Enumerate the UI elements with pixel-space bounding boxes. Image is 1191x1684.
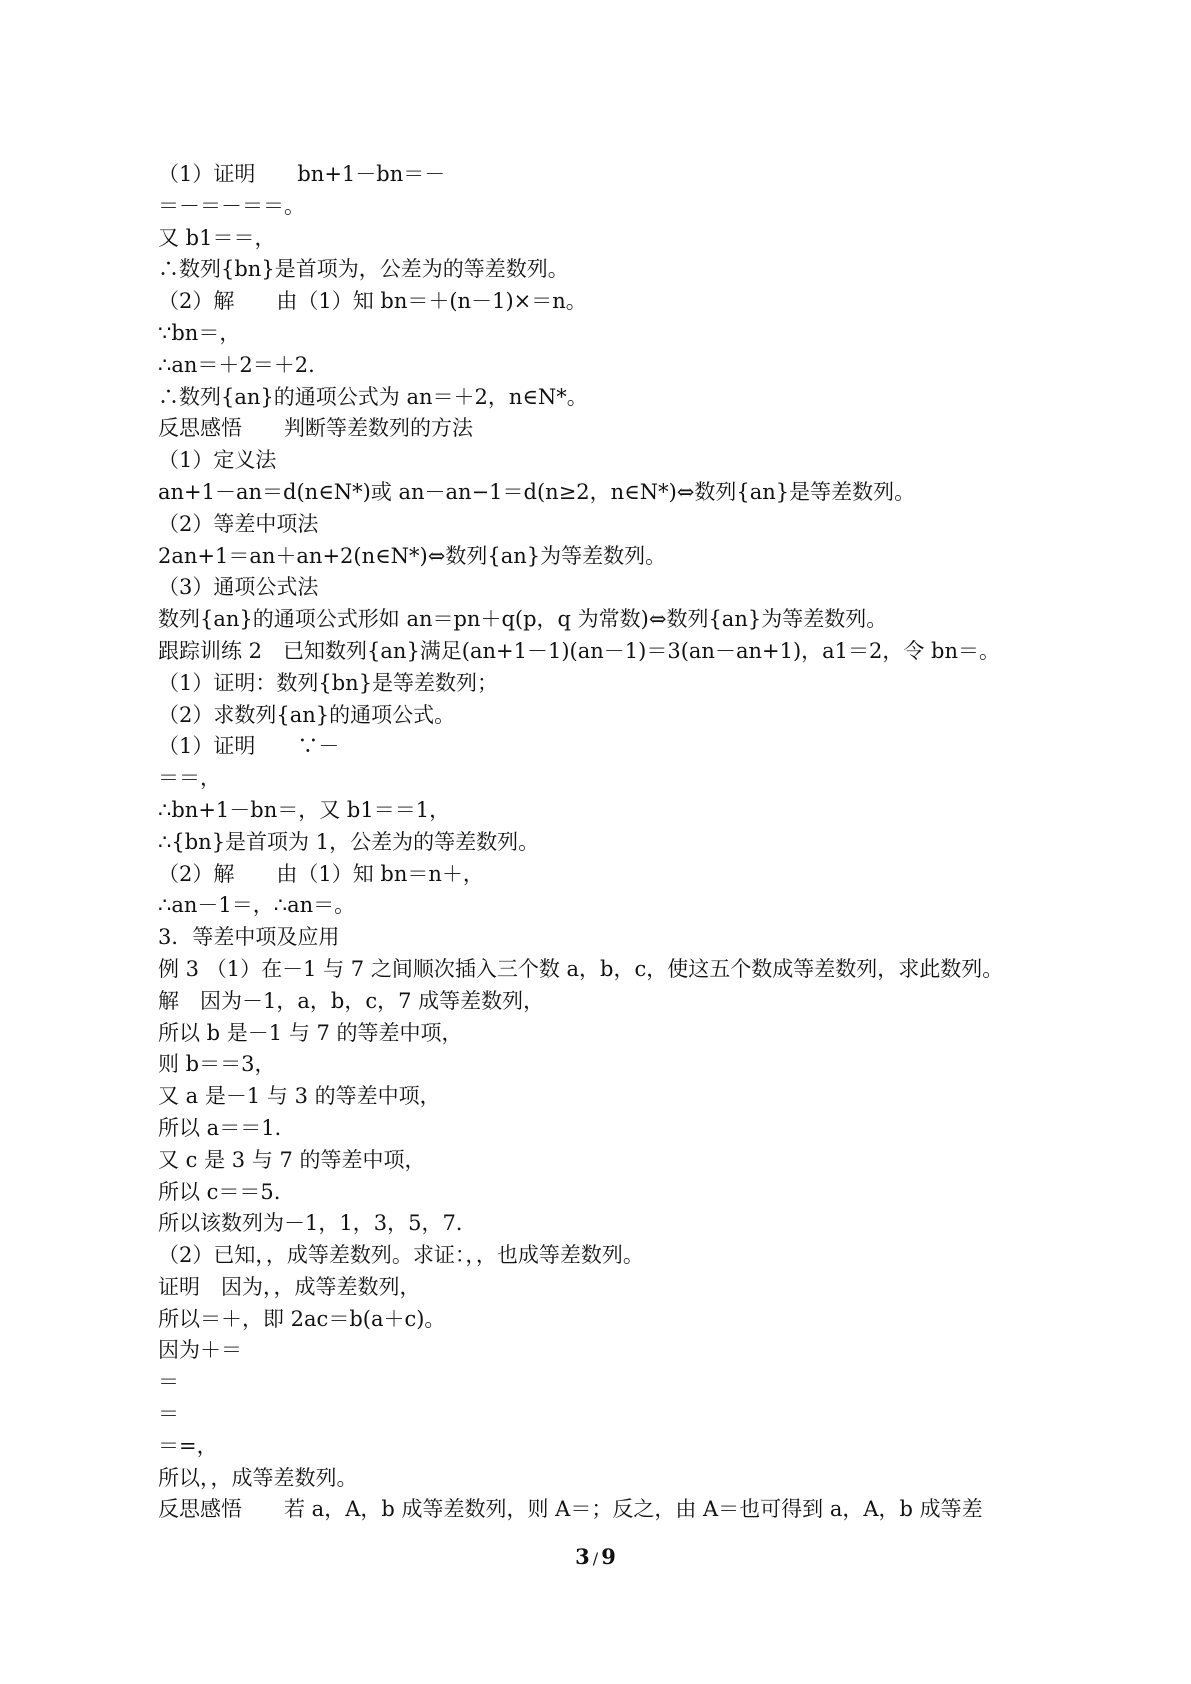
text-line: 证明 因为，，成等差数列， — [158, 1274, 421, 1299]
text-line: （1）定义法 — [158, 448, 277, 473]
text-line: （3）通项公式法 — [158, 575, 319, 600]
text-line: （2）解 由（1）知 bn＝＋(n－1)×＝n。 — [158, 289, 587, 314]
text-line: （2）求数列{an}的通项公式。 — [158, 702, 456, 727]
section-heading: 反思感悟 判断等差数列的方法 — [158, 416, 473, 441]
text-line: （2）等差中项法 — [158, 511, 319, 536]
text-line: 所以，，成等差数列。 — [158, 1465, 358, 1490]
text-line: 又 c 是 3 与 7 的等差中项， — [158, 1147, 426, 1172]
section-heading: 3．等差中项及应用 — [158, 925, 340, 950]
text-line: 反思感悟 若 a，A，b 成等差数列，则 A＝；反之，由 A＝也可得到 a，A，b 成等差 — [158, 1497, 983, 1522]
text-line: 解 因为－1，a，b，c，7 成等差数列， — [158, 988, 545, 1013]
text-line: 例 3 （1）在－1 与 7 之间顺次插入三个数 a，b，c，使这五个数成等差数列，求此数列。 — [158, 956, 1004, 981]
text-line: 所以该数列为－1，1，3，5，7. — [158, 1211, 463, 1236]
text-line: ＝－＝－＝＝。 — [158, 193, 305, 218]
page-number-separator: / — [592, 1549, 599, 1568]
text-line: 所以＝＋，即 2ac＝b(a＋c)。 — [158, 1306, 446, 1331]
text-line: ∵bn＝， — [158, 320, 241, 345]
text-line: 2an+1＝an＋an+2(n∈N*)⇔数列{an}为等差数列。 — [158, 543, 667, 568]
text-line: ∴数列{bn}是首项为，公差为的等差数列。 — [158, 257, 569, 282]
text-line: 数列{an}的通项公式形如 an＝pn＋q(p，q 为常数)⇔数列{an}为等差数列。 — [158, 607, 888, 632]
text-line: 跟踪训练 2 已知数列{an}满足(an+1－1)(an－1)＝3(an－an+1)，a1＝2，令 bn＝。 — [158, 638, 1001, 663]
text-line: ∴{bn}是首项为 1，公差为的等差数列。 — [158, 829, 540, 854]
text-line: 又 a 是－1 与 3 的等差中项， — [158, 1084, 441, 1109]
text-line: ＝＝， — [158, 766, 221, 791]
text-line: ∴bn+1－bn＝，又 b1＝＝1， — [158, 797, 451, 822]
text-line: （2）已知，，成等差数列。求证：，，也成等差数列。 — [158, 1243, 644, 1268]
page-number-total: 9 — [601, 1544, 616, 1569]
text-line: 又 b1＝＝， — [158, 225, 276, 250]
text-line: ∴an＝＋2＝＋2. — [158, 352, 315, 377]
page-number — [0, 1544, 1191, 1569]
page-body — [158, 159, 1118, 1526]
text-line: an+1－an＝d(n∈N*)或 an－an−1＝d(n≥2，n∈N*)⇔数列{an}是等差数列。 — [158, 479, 916, 504]
text-line: （1）证明 bn+1－bn＝－ — [158, 162, 446, 186]
text-line: （1）证明：数列{bn}是等差数列； — [158, 670, 499, 695]
text-line: 则 b＝＝3， — [158, 1052, 276, 1077]
text-line: 所以 b 是－1 与 7 的等差中项， — [158, 1020, 463, 1045]
text-line: ∴an－1＝，∴an＝。 — [158, 893, 356, 918]
text-line: ＝ — [158, 1402, 179, 1427]
text-line: 因为＋＝ — [158, 1338, 242, 1363]
text-line: ＝ — [158, 1370, 179, 1395]
text-line: ＝=， — [158, 1433, 218, 1458]
text-line: （2）解 由（1）知 bn＝n＋， — [158, 861, 484, 886]
text-line: （1）证明 ∵－ — [158, 734, 340, 759]
text-line: ∴数列{an}的通项公式为 an＝＋2，n∈N*。 — [158, 384, 588, 409]
text-line: 所以 c＝＝5. — [158, 1179, 281, 1204]
page-number-current: 3 — [575, 1544, 590, 1569]
text-line: 所以 a＝＝1. — [158, 1115, 282, 1140]
